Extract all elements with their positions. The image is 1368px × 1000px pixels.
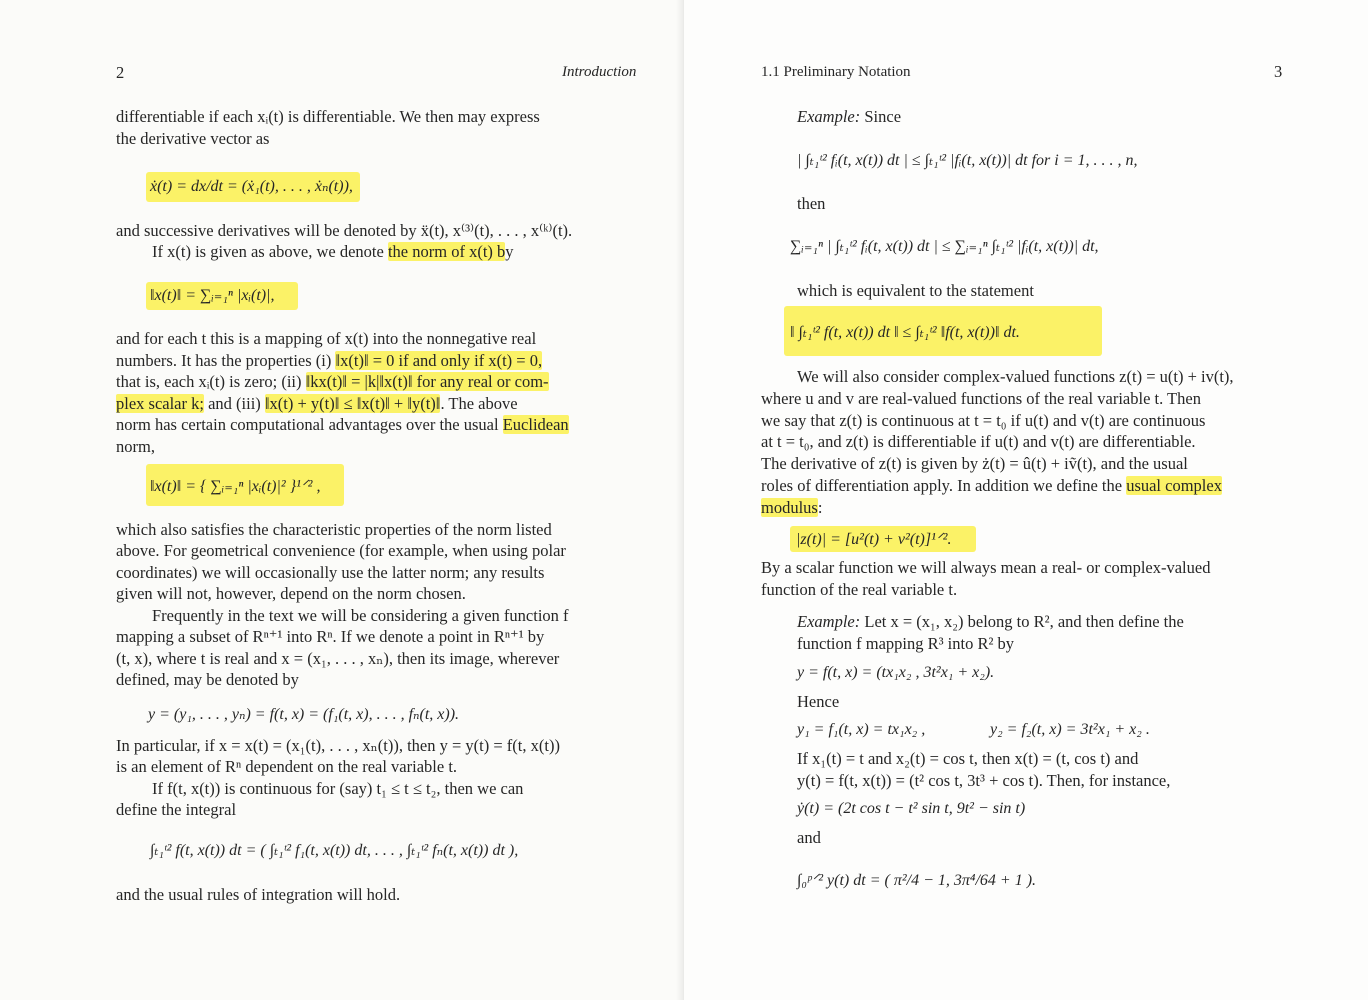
equation: ẏ(t) = (2t cos t − t² sin t, 9t² − sin t) (797, 800, 1026, 817)
equation: y = f(t, x) = (tx₁x₂ , 3t²x₁ + x₂). (797, 664, 995, 681)
text-line: By a scalar function we will always mean a real- or complex-valued (761, 558, 1211, 577)
equation: y₂ = f₂(t, x) = 3t²x₁ + x₂ . (990, 721, 1150, 738)
text-line: The derivative of z(t) is given by ż(t) = û(t) + iṽ(t), and the usual (761, 454, 1188, 473)
text-line: y(t) = f(t, x(t)) = (t² cos t, 3t³ + cos t). Then, for instance, (797, 771, 1171, 790)
equation: ∑ᵢ₌₁ⁿ | ∫ₜ₁ᵗ² fᵢ(t, x(t)) dt | ≤ ∑ᵢ₌₁ⁿ ∫ₜ₁ᵗ² |fᵢ(t, x(t))| dt, (790, 238, 1099, 255)
equation: y₁ = f₁(t, x) = tx₁x₂ , (797, 721, 926, 738)
text-line: In particular, if x = x(t) = (x₁(t), . . . , xₙ(t)), then y = y(t) = f(t, x(t)) (116, 736, 560, 755)
equation: ∫ₜ₁ᵗ² f(t, x(t)) dt = ( ∫ₜ₁ᵗ² f₁(t, x(t)) dt, . . . , ∫ₜ₁ᵗ² fₙ(t, x(t)) dt ), (150, 842, 519, 859)
page-number: 2 (116, 63, 125, 82)
text-line: then (797, 194, 826, 213)
text-line: and successive derivatives will be denoted by ẍ(t), x⁽³⁾(t), . . . , x⁽ᵏ⁾(t). (116, 221, 573, 240)
text-line: (t, x), where t is real and x = (x₁, . . . , xₙ), then its image, wherever (116, 649, 560, 668)
text-line: roles of differentiation apply. In addition we define the usual complex (761, 476, 1222, 495)
text-line: given will not, however, depend on the norm chosen. (116, 584, 466, 603)
equation: | ∫ₜ₁ᵗ² fᵢ(t, x(t)) dt | ≤ ∫ₜ₁ᵗ² |fᵢ(t, x(t))| dt for i = 1, . . . , n, (797, 152, 1138, 169)
text-line: and (797, 828, 821, 847)
text-line: If x₁(t) = t and x₂(t) = cos t, then x(t) = (t, cos t) and (797, 749, 1139, 768)
equation: ‖x(t)‖ = ∑ᵢ₌₁ⁿ |xᵢ(t)|, (150, 287, 275, 304)
equation: |z(t)| = [u²(t) + v²(t)]¹ᐟ². (796, 531, 952, 548)
text-line: We will also consider complex-valued functions z(t) = u(t) + iv(t), (797, 367, 1234, 386)
text-line: where u and v are real-valued functions of the real variable t. Then (761, 389, 1201, 408)
text-line: which also satisfies the characteristic properties of the norm listed (116, 520, 552, 539)
text-line: is an element of Rⁿ dependent on the real variable t. (116, 757, 458, 776)
text-line: that is, each xᵢ(t) is zero; (ii) ‖kx(t)‖ = |k|‖x(t)‖ for any real or com- (116, 372, 549, 391)
equation: ẋ(t) = dx/dt = (ẋ₁(t), . . . , ẋₙ(t)), (150, 178, 353, 195)
right-page (684, 0, 1368, 1000)
text-line: and for each t this is a mapping of x(t) into the nonnegative real (116, 329, 537, 348)
text-line: function f mapping R³ into R² by (797, 634, 1015, 653)
running-head: 1.1 Preliminary Notation (761, 64, 911, 80)
text-line: at t = t₀, and z(t) is differentiable if u(t) and v(t) are differentiable. (761, 432, 1196, 451)
text-line: norm, (116, 437, 155, 456)
text-line: numbers. It has the properties (i) ‖x(t)‖ = 0 if and only if x(t) = 0, (116, 351, 543, 370)
text-line: Frequently in the text we will be considering a given function f (152, 606, 569, 625)
text-line: define the integral (116, 800, 237, 819)
text-line: plex scalar k; and (iii) ‖x(t) + y(t)‖ ≤ ‖x(t)‖ + ‖y(t)‖. The above (116, 394, 518, 413)
text-line: Hence (797, 692, 840, 711)
text-line: modulus: (761, 498, 823, 517)
text-line: norm has certain computational advantages over the usual Euclidean (116, 415, 569, 434)
text-line: If x(t) is given as above, we denote the norm of x(t) by (152, 242, 514, 261)
equation: ∫₀ᵖᐟ² y(t) dt = ( π²/4 − 1, 3π⁴/64 + 1 ). (797, 872, 1037, 889)
text-line: Example: Let x = (x₁, x₂) belong to R², and then define the (797, 612, 1184, 631)
text-line: above. For geometrical convenience (for example, when using polar (116, 541, 566, 560)
page-number: 3 (1274, 62, 1283, 81)
text-line: we say that z(t) is continuous at t = t₀ if u(t) and v(t) are continuous (761, 411, 1206, 430)
text-line: If f(t, x(t)) is continuous for (say) t₁ ≤ t ≤ t₂, then we can (152, 779, 524, 798)
equation: ‖ ∫ₜ₁ᵗ² f(t, x(t)) dt ‖ ≤ ∫ₜ₁ᵗ² ‖f(t, x(t))‖ dt. (790, 324, 1020, 341)
text-line: which is equivalent to the statement (797, 281, 1034, 300)
text-line: Example: Since (797, 107, 902, 126)
text-line: function of the real variable t. (761, 580, 958, 599)
text-line: differentiable if each xᵢ(t) is differentiable. We then may express (116, 107, 540, 126)
text-line: the derivative vector as (116, 129, 270, 148)
text-line: and the usual rules of integration will hold. (116, 885, 401, 904)
equation: y = (y₁, . . . , yₙ) = f(t, x) = (f₁(t, x), . . . , fₙ(t, x)). (148, 706, 460, 723)
equation: ‖x(t)‖ = { ∑ᵢ₌₁ⁿ |xᵢ(t)|² }¹ᐟ² , (150, 478, 321, 495)
text-line: mapping a subset of Rⁿ⁺¹ into Rⁿ. If we denote a point in Rⁿ⁺¹ by (116, 627, 545, 646)
text-line: defined, may be denoted by (116, 670, 299, 689)
text-line: coordinates) we will occasionally use the latter norm; any results (116, 563, 545, 582)
running-head: Introduction (562, 64, 637, 80)
